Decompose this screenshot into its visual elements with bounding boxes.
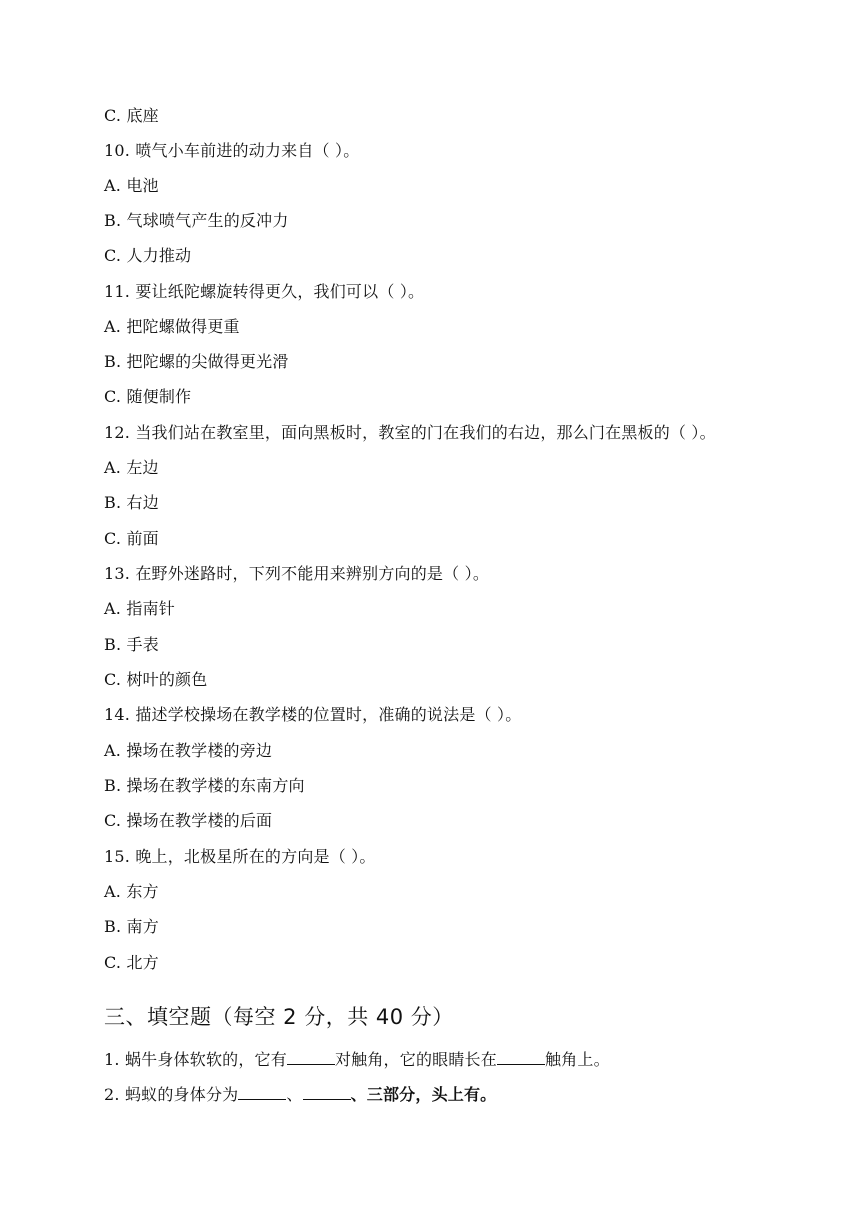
fill2-text-1: 2. 蚂蚁的身体分为 — [104, 1085, 239, 1104]
q11-option-b: B. 把陀螺的尖做得更光滑 — [104, 352, 289, 371]
fill2-blank-2 — [303, 1085, 351, 1100]
fill1-text-1: 1. 蜗牛身体软软的，它有 — [104, 1050, 287, 1069]
q14-option-c: C. 操场在教学楼的后面 — [104, 811, 273, 830]
q13-option-a: A. 指南针 — [104, 599, 175, 618]
fill2-text-2: 、 — [286, 1085, 303, 1104]
fill1-text-3: 触角上。 — [544, 1050, 610, 1069]
q12-option-b: B. 右边 — [104, 493, 159, 512]
q12-option-c: C. 前面 — [104, 529, 159, 548]
section3-heading: 三、填空题（每空 2 分，共 40 分） — [104, 1005, 454, 1029]
fill1-text-2: 对触角，它的眼睛长在 — [334, 1050, 497, 1069]
q10-option-c: C. 人力推动 — [104, 246, 192, 265]
q15-option-a: A. 东方 — [104, 882, 159, 901]
q12-option-a: A. 左边 — [104, 458, 159, 477]
q14-stem: 14. 描述学校操场在教学楼的位置时，准确的说法是（ ）。 — [104, 705, 522, 724]
q15-option-b: B. 南方 — [104, 917, 159, 936]
fill1-blank-1 — [287, 1050, 335, 1065]
fill-question-1 — [104, 1050, 610, 1070]
fill1-blank-2 — [497, 1050, 545, 1065]
q10-option-b: B. 气球喷气产生的反冲力 — [104, 211, 289, 230]
q11-option-c: C. 随便制作 — [104, 387, 192, 406]
q13-stem: 13. 在野外迷路时，下列不能用来辨别方向的是（ ）。 — [104, 564, 490, 583]
q15-option-c: C. 北方 — [104, 953, 159, 972]
q11-stem: 11. 要让纸陀螺旋转得更久，我们可以（ ）。 — [104, 282, 425, 301]
q13-option-b: B. 手表 — [104, 635, 159, 654]
q14-option-a: A. 操场在教学楼的旁边 — [104, 741, 273, 760]
q13-option-c: C. 树叶的颜色 — [104, 670, 208, 689]
fill2-text-3: 、三部分，头上有。 — [350, 1085, 497, 1104]
q10-stem: 10. 喷气小车前进的动力来自（ ）。 — [104, 141, 360, 160]
q12-stem: 12. 当我们站在教室里，面向黑板时，教室的门在我们的右边，那么门在黑板的（ ）。 — [104, 423, 716, 442]
q15-stem: 15. 晚上，北极星所在的方向是（ ）。 — [104, 847, 376, 866]
q10-option-a: A. 电池 — [104, 176, 159, 195]
q9-option-c: C. 底座 — [104, 106, 159, 125]
fill2-blank-1 — [238, 1085, 286, 1100]
q11-option-a: A. 把陀螺做得更重 — [104, 317, 240, 336]
fill-question-2 — [104, 1085, 496, 1105]
q14-option-b: B. 操场在教学楼的东南方向 — [104, 776, 305, 795]
